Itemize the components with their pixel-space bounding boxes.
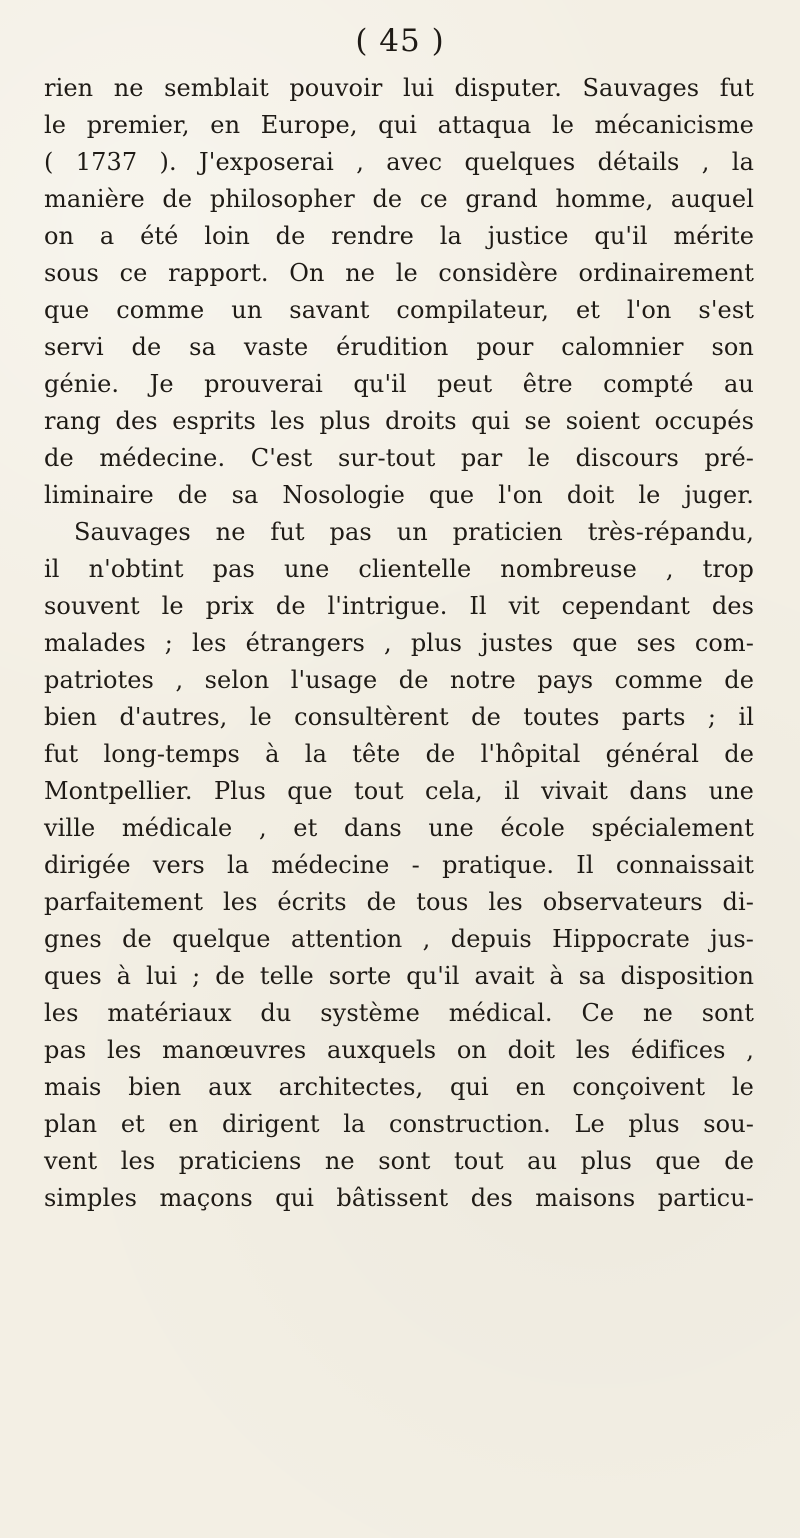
text-line: ( 1737 ). J'exposerai , avec quelques détails , la bbox=[44, 148, 754, 176]
text-line: parfaitement les écrits de tous les observateurs di- bbox=[44, 888, 754, 916]
text-line: sous ce rapport. On ne le considère ordinairement bbox=[44, 259, 754, 287]
text-line: pas les manœuvres auxquels on doit les édifices , bbox=[44, 1036, 754, 1064]
text-line: vent les praticiens ne sont tout au plus que de bbox=[44, 1147, 754, 1175]
body-text bbox=[44, 70, 754, 1217]
text-line: dirigée vers la médecine - pratique. Il connaissait bbox=[44, 851, 754, 879]
text-line: de médecine. C'est sur-tout par le discours pré- bbox=[44, 444, 754, 472]
text-line: malades ; les étrangers , plus justes que ses com- bbox=[44, 629, 754, 657]
text-line: patriotes , selon l'usage de notre pays comme de bbox=[44, 666, 754, 694]
text-line: plan et en dirigent la construction. Le plus sou- bbox=[44, 1110, 754, 1138]
text-line: simples maçons qui bâtissent des maisons particu- bbox=[44, 1184, 754, 1212]
text-line: rien ne semblait pouvoir lui disputer. Sauvages fut bbox=[44, 74, 754, 102]
text-line: Montpellier. Plus que tout cela, il vivait dans une bbox=[44, 777, 754, 805]
text-line: servi de sa vaste érudition pour calomnier son bbox=[44, 333, 754, 361]
text-line: les matériaux du système médical. Ce ne sont bbox=[44, 999, 754, 1027]
text-line: ques à lui ; de telle sorte qu'il avait à sa disposition bbox=[44, 962, 754, 990]
text-line: mais bien aux architectes, qui en conçoivent le bbox=[44, 1073, 754, 1101]
page-number: ( 45 ) bbox=[355, 23, 445, 59]
text-line: souvent le prix de l'intrigue. Il vit cependant des bbox=[44, 592, 754, 620]
text-line: rang des esprits les plus droits qui se soient occupés bbox=[44, 407, 754, 435]
text-line: liminaire de sa Nosologie que l'on doit le juger. bbox=[44, 481, 754, 509]
text-line: fut long-temps à la tête de l'hôpital général de bbox=[44, 740, 754, 768]
text-line: gnes de quelque attention , depuis Hippocrate jus- bbox=[44, 925, 754, 953]
text-line: manière de philosopher de ce grand homme, auquel bbox=[44, 185, 754, 213]
text-line: le premier, en Europe, qui attaqua le mécanicisme bbox=[44, 111, 754, 139]
text-line: que comme un savant compilateur, et l'on s'est bbox=[44, 296, 754, 324]
text-line: bien d'autres, le consultèrent de toutes parts ; il bbox=[44, 703, 754, 731]
text-line: il n'obtint pas une clientelle nombreuse , trop bbox=[44, 555, 754, 583]
text-line: ville médicale , et dans une école spécialement bbox=[44, 814, 754, 842]
text-line: Sauvages ne fut pas un praticien très-répandu, bbox=[74, 518, 754, 546]
text-line: génie. Je prouverai qu'il peut être compté au bbox=[44, 370, 754, 398]
text-line: on a été loin de rendre la justice qu'il mérite bbox=[44, 222, 754, 250]
